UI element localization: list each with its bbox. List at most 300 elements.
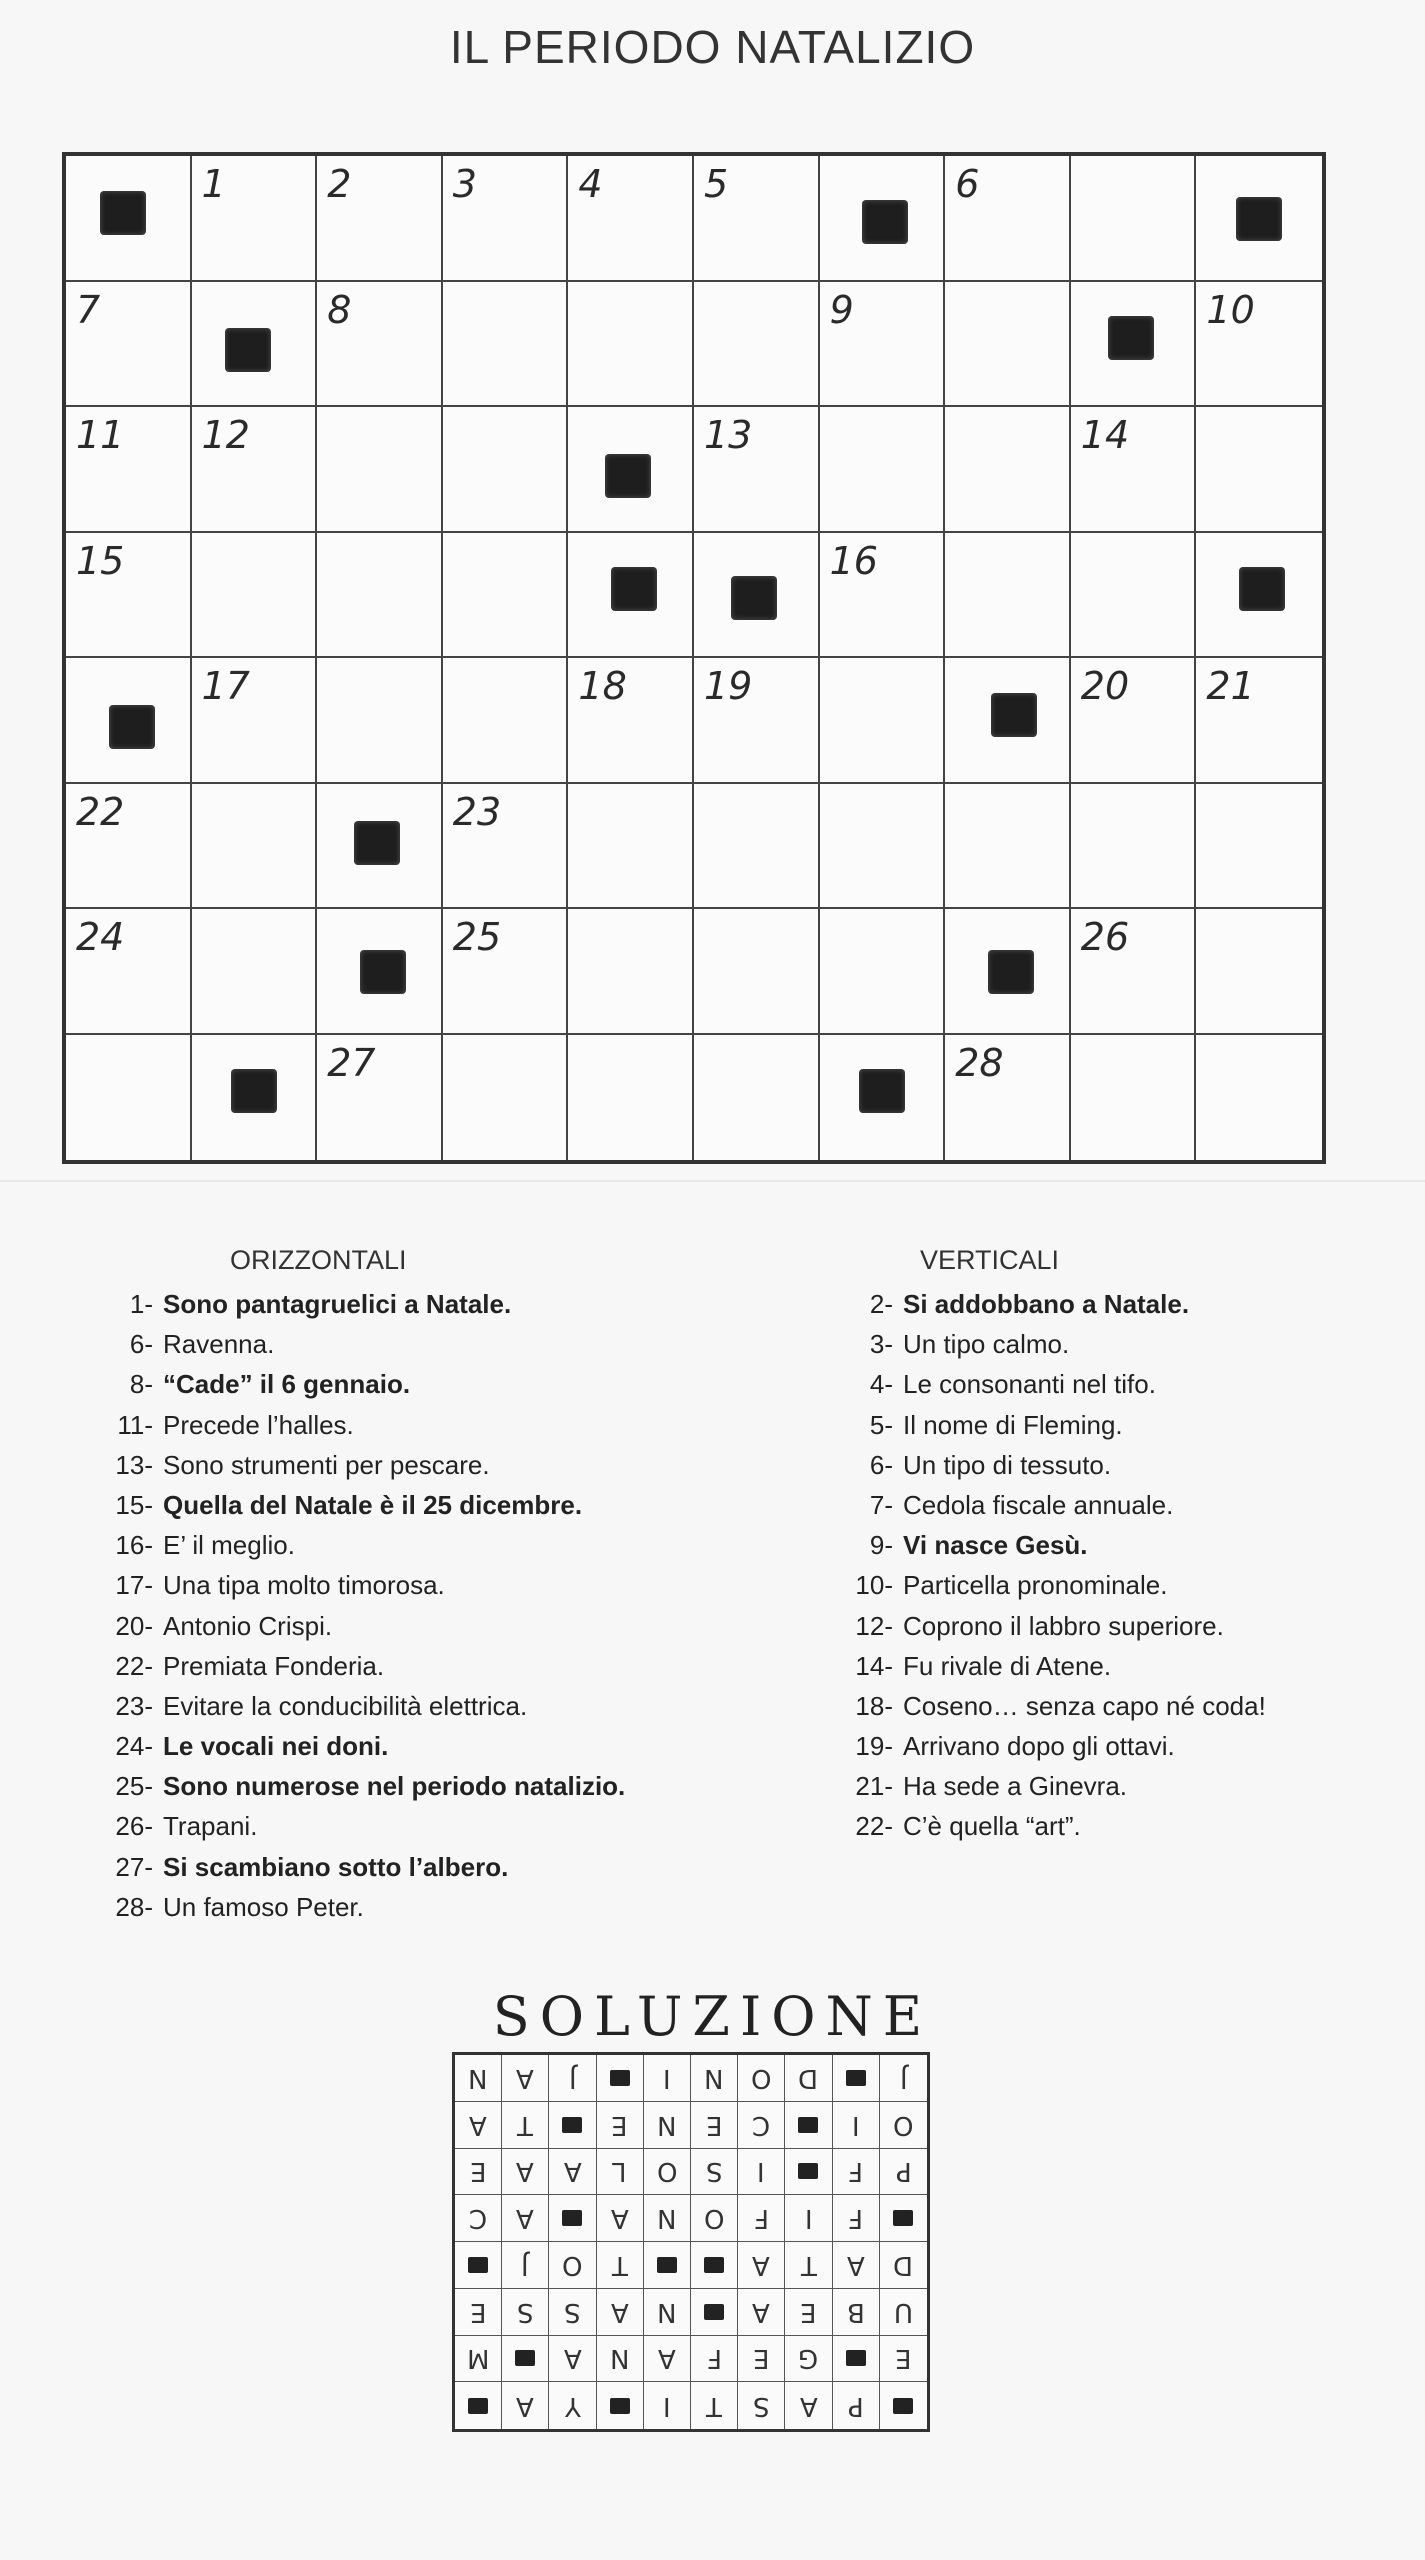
grid-cell [820, 909, 946, 1035]
section-divider [0, 1180, 1425, 1182]
solution-letter: J [521, 2249, 530, 2280]
solution-letter: S [705, 2156, 723, 2187]
black-square [360, 950, 406, 994]
cell-number: 2 [327, 162, 352, 206]
solution-cell [833, 2382, 880, 2429]
black-square [100, 191, 146, 235]
clue-text: Un tipo di tessuto. [903, 1449, 1112, 1480]
solution-cell [455, 2382, 502, 2429]
clue-number: 20- [115, 1610, 153, 1641]
grid-cell [1071, 658, 1197, 784]
solution-cell [549, 2055, 596, 2102]
clue-text: Un tipo calmo. [903, 1329, 1070, 1360]
clue-number: 22- [115, 1650, 153, 1681]
solution-black-square [893, 2210, 913, 2226]
solution-letter: F [706, 2343, 722, 2374]
clue-item [95, 1405, 795, 1445]
clue-text: Quella del Natale è il 25 dicembre. [163, 1489, 583, 1520]
solution-cell [549, 2102, 596, 2149]
solution-black-square [610, 2070, 630, 2086]
solution-cell [597, 2149, 644, 2196]
solution-cell [880, 2055, 927, 2102]
grid-cell [192, 156, 318, 282]
clue-item [95, 1364, 795, 1404]
solution-cell [833, 2195, 880, 2242]
cell-number: 10 [1206, 287, 1255, 332]
cell-number: 11 [76, 413, 125, 457]
clue-text: Sono numerose nel periodo natalizio. [163, 1771, 626, 1802]
grid-cell [1071, 407, 1197, 533]
clue-number: 17- [115, 1570, 153, 1601]
clue-item [835, 1686, 1395, 1726]
grid-cell [443, 156, 569, 282]
clue-number: 7- [869, 1489, 893, 1520]
grid-cell [568, 909, 694, 1035]
solution-cell [502, 2382, 549, 2429]
clue-number: 8- [129, 1369, 153, 1400]
grid-cell [945, 1035, 1071, 1161]
clue-item [835, 1606, 1395, 1646]
grid-cell [694, 658, 820, 784]
grid-cell [1071, 282, 1197, 408]
grid-cell [443, 784, 569, 910]
solution-letter: A [516, 2390, 535, 2421]
solution-cell [644, 2102, 691, 2149]
solution-letter: A [846, 2249, 865, 2280]
black-square [991, 693, 1037, 737]
grid-cell [317, 909, 443, 1035]
clue-text: Vi nasce Gesù. [903, 1530, 1088, 1561]
cell-number: 13 [704, 413, 753, 457]
clues-across-list [95, 1284, 795, 1927]
solution-letter: N [609, 2343, 630, 2374]
solution-cell [738, 2382, 785, 2429]
clue-text: E’ il meglio. [163, 1530, 295, 1561]
clue-number: 16- [115, 1530, 153, 1561]
solution-cell [785, 2242, 832, 2289]
solution-cell [502, 2289, 549, 2336]
solution-cell [738, 2242, 785, 2289]
solution-cell [549, 2195, 596, 2242]
solution-black-square [562, 2117, 582, 2133]
clue-item [95, 1485, 795, 1525]
clue-item [95, 1806, 795, 1846]
solution-letter: F [848, 2156, 864, 2187]
clue-number: 5- [869, 1409, 893, 1440]
grid-cell [1071, 156, 1197, 282]
clue-text: Trapani. [163, 1811, 258, 1842]
solution-letter: A [563, 2343, 582, 2374]
cell-number: 19 [704, 664, 753, 708]
solution-letter: A [610, 2296, 629, 2327]
solution-letter: A [610, 2203, 629, 2234]
solution-letter: D [798, 2062, 819, 2093]
grid-cell [945, 658, 1071, 784]
solution-letter: A [752, 2249, 771, 2280]
clue-number: 27- [115, 1851, 153, 1882]
grid-cell [945, 407, 1071, 533]
grid-cell [820, 784, 946, 910]
grid-cell [820, 407, 946, 533]
solution-letter: A [516, 2156, 535, 2187]
clue-text: Antonio Crispi. [163, 1610, 333, 1641]
solution-letter: N [657, 2296, 677, 2327]
grid-cell [820, 658, 946, 784]
clue-item [835, 1324, 1395, 1364]
clue-text: Ravenna. [163, 1329, 275, 1360]
solution-letter: N [657, 2109, 677, 2140]
clue-item [835, 1284, 1395, 1324]
grid-cell [443, 407, 569, 533]
solution-letter: E [469, 2156, 487, 2187]
solution-letter: A [657, 2343, 676, 2374]
solution-black-square [468, 2257, 488, 2273]
solution-cell [455, 2289, 502, 2336]
cell-number: 3 [452, 162, 477, 206]
clue-text: Cedola fiscale annuale. [903, 1489, 1174, 1520]
clue-text: Evitare la conducibilità elettrica. [163, 1690, 528, 1721]
clue-number: 26- [115, 1811, 153, 1842]
clue-number: 14- [855, 1650, 893, 1681]
solution-letter: A [563, 2156, 582, 2187]
clue-number: 25- [115, 1771, 153, 1802]
solution-letter: O [656, 2156, 678, 2187]
solution-letter: I [663, 2062, 671, 2093]
grid-cell [192, 784, 318, 910]
solution-cell [880, 2195, 927, 2242]
black-square [1108, 316, 1154, 360]
clue-number: 4- [869, 1369, 893, 1400]
solution-cell [455, 2102, 502, 2149]
solution-cell [691, 2382, 738, 2429]
clue-number: 21- [855, 1771, 893, 1802]
grid-cell [820, 533, 946, 659]
grid-cell [192, 909, 318, 1035]
cell-number: 6 [955, 162, 980, 206]
black-square [109, 705, 155, 749]
solution-letter: O [751, 2062, 772, 2093]
cell-number: 9 [829, 287, 854, 332]
solution-letter: E [469, 2296, 487, 2327]
solution-cell [455, 2149, 502, 2196]
solution-letter: T [517, 2109, 534, 2140]
clue-item [835, 1364, 1395, 1404]
solution-cell [691, 2336, 738, 2383]
black-square [354, 821, 400, 865]
solution-letter: J [568, 2062, 577, 2093]
grid-cell [317, 533, 443, 659]
grid-cell [317, 407, 443, 533]
black-square [605, 454, 651, 498]
solution-letter: F [753, 2203, 769, 2234]
clue-item [95, 1726, 795, 1766]
solution-cell [880, 2289, 927, 2336]
solution-cell [455, 2336, 502, 2383]
clue-item [835, 1445, 1395, 1485]
grid-cell [568, 407, 694, 533]
clue-number: 10- [855, 1570, 893, 1601]
clue-number: 24- [115, 1731, 153, 1762]
solution-grid [452, 2052, 930, 2432]
solution-cell [597, 2102, 644, 2149]
clue-text: Sono strumenti per pescare. [163, 1449, 490, 1480]
grid-cell [192, 533, 318, 659]
clue-item [835, 1405, 1395, 1445]
solution-black-square [704, 2257, 724, 2273]
grid-cell [1196, 407, 1322, 533]
solution-letter: G [798, 2343, 819, 2374]
grid-cell [820, 156, 946, 282]
solution-letter: F [848, 2203, 864, 2234]
cell-number: 8 [327, 287, 352, 332]
solution-cell [691, 2242, 738, 2289]
grid-cell [192, 658, 318, 784]
solution-cell [549, 2242, 596, 2289]
solution-letter: I [851, 2109, 860, 2140]
solution-cell [549, 2149, 596, 2196]
solution-cell [738, 2102, 785, 2149]
solution-cell [880, 2336, 927, 2383]
black-square [225, 328, 271, 372]
grid-cell [945, 909, 1071, 1035]
grid-cell [694, 784, 820, 910]
cell-number: 12 [201, 413, 250, 457]
solution-cell [549, 2289, 596, 2336]
solution-cell [644, 2382, 691, 2429]
grid-cell [1196, 658, 1322, 784]
solution-cell [644, 2055, 691, 2102]
solution-cell [785, 2289, 832, 2336]
clue-number: 6- [869, 1449, 893, 1480]
clue-number: 15- [115, 1489, 153, 1520]
clues-down-list [835, 1284, 1395, 1847]
solution-cell [644, 2149, 691, 2196]
grid-cell [66, 909, 192, 1035]
solution-black-square [798, 2163, 818, 2179]
grid-cell [694, 407, 820, 533]
grid-cell [1071, 533, 1197, 659]
solution-black-square [610, 2398, 630, 2414]
page-title: IL PERIODO NATALIZIO [449, 21, 976, 73]
clue-item [95, 1284, 795, 1324]
solution-cell [738, 2289, 785, 2336]
grid-cell [568, 156, 694, 282]
solution-letter: T [706, 2390, 723, 2421]
clue-number: 22- [855, 1811, 893, 1842]
solution-cell [738, 2195, 785, 2242]
grid-cell [66, 407, 192, 533]
clue-item [835, 1525, 1395, 1565]
grid-cell [694, 1035, 820, 1161]
clue-text: Coseno… senza capo né coda! [903, 1690, 1266, 1721]
solution-cell [785, 2102, 832, 2149]
grid-cell [66, 533, 192, 659]
solution-black-square [704, 2304, 724, 2320]
black-square [988, 950, 1034, 994]
solution-black-square [798, 2117, 818, 2133]
grid-cell [568, 658, 694, 784]
solution-cell [738, 2055, 785, 2102]
solution-letter: T [611, 2249, 628, 2280]
solution-cell [833, 2336, 880, 2383]
solution-cell [785, 2382, 832, 2429]
clue-text: Sono pantagruelici a Natale. [163, 1289, 512, 1319]
solution-letter: M [466, 2343, 490, 2374]
grid-cell [568, 533, 694, 659]
grid-cell [317, 658, 443, 784]
grid-cell [66, 156, 192, 282]
solution-cell [597, 2195, 644, 2242]
cell-number: 16 [829, 538, 878, 583]
grid-cell [1196, 533, 1322, 659]
black-square [859, 1069, 905, 1113]
solution-cell [644, 2195, 691, 2242]
solution-letter: A [752, 2296, 771, 2327]
black-square [862, 200, 908, 244]
grid-cell [945, 156, 1071, 282]
cell-number: 5 [704, 162, 729, 206]
grid-cell [66, 784, 192, 910]
solution-black-square [468, 2398, 488, 2414]
solution-cell [549, 2336, 596, 2383]
grid-cell [1071, 784, 1197, 910]
grid-cell [568, 784, 694, 910]
solution-cell [738, 2336, 785, 2383]
solution-letter: E [705, 2109, 723, 2140]
grid-cell [945, 282, 1071, 408]
clue-item [95, 1606, 795, 1646]
solution-letter: N [468, 2062, 488, 2093]
solution-cell [691, 2102, 738, 2149]
solution-letter: C [469, 2203, 488, 2234]
solution-letter: D [893, 2249, 914, 2280]
solution-black-square [515, 2350, 535, 2366]
solution-letter: E [611, 2109, 628, 2140]
clues-across [95, 1245, 795, 1927]
grid-cell [443, 533, 569, 659]
solution-cell [880, 2382, 927, 2429]
clues-down [835, 1245, 1395, 1847]
solution-black-square [657, 2257, 677, 2273]
clue-text: Ha sede a Ginevra. [903, 1771, 1128, 1802]
clue-number: 18- [855, 1690, 893, 1721]
grid-cell [66, 282, 192, 408]
solution-letter: L [612, 2156, 627, 2187]
solution-black-square [846, 2350, 866, 2366]
solution-letter: T [800, 2249, 817, 2280]
clue-text: Fu rivale di Atene. [903, 1650, 1112, 1681]
solution-cell [880, 2149, 927, 2196]
clue-text: Le consonanti nel tifo. [903, 1369, 1156, 1400]
solution-black-square [562, 2210, 582, 2226]
clue-number: 23- [115, 1690, 153, 1721]
black-square [231, 1069, 277, 1113]
cell-number: 23 [452, 789, 502, 834]
solution-cell [597, 2289, 644, 2336]
solution-letter: S [564, 2296, 581, 2327]
solution-letter: C [752, 2109, 771, 2140]
solution-cell [691, 2195, 738, 2242]
solution-letter: A [516, 2062, 535, 2093]
black-square [731, 576, 777, 620]
solution-letter: O [562, 2249, 583, 2280]
solution-letter: U [893, 2296, 913, 2327]
grid-cell [568, 1035, 694, 1161]
grid-cell [443, 658, 569, 784]
clue-text: C’è quella “art”. [903, 1811, 1081, 1842]
clue-item [95, 1525, 795, 1565]
clue-item [95, 1445, 795, 1485]
cell-number: 21 [1206, 664, 1255, 708]
solution-cell [502, 2055, 549, 2102]
clue-text: Si scambiano sotto l’albero. [163, 1851, 509, 1882]
clue-text: Si addobbano a Natale. [903, 1289, 1190, 1319]
solution-cell [785, 2149, 832, 2196]
crossword-grid [62, 152, 1326, 1164]
solution-cell [597, 2055, 644, 2102]
clue-text: Una tipa molto timorosa. [163, 1570, 445, 1601]
clue-item [835, 1485, 1395, 1525]
cell-number: 22 [76, 789, 125, 834]
grid-cell [443, 1035, 569, 1161]
solution-letter: N [657, 2203, 677, 2234]
clue-text: Il nome di Fleming. [903, 1409, 1123, 1440]
solution-letter: N [704, 2062, 724, 2093]
cell-number: 17 [201, 664, 250, 708]
solution-cell [644, 2289, 691, 2336]
solution-cell [549, 2382, 596, 2429]
grid-cell [694, 282, 820, 408]
grid-cell [317, 156, 443, 282]
clue-text: Coprono il labbro superiore. [903, 1610, 1224, 1641]
solution-cell [785, 2195, 832, 2242]
cell-number: 14 [1080, 413, 1130, 457]
solution-cell [502, 2102, 549, 2149]
black-square [1236, 197, 1282, 241]
clue-number: 1- [129, 1289, 153, 1319]
cell-number: 4 [578, 162, 603, 206]
solution-letter: S [517, 2296, 534, 2327]
clue-number: 13- [115, 1449, 153, 1480]
black-square [1239, 567, 1285, 611]
solution-cell [644, 2242, 691, 2289]
clue-text: Precede l’halles. [163, 1409, 354, 1440]
solution-cell [833, 2242, 880, 2289]
grid-cell [1196, 156, 1322, 282]
cell-number: 28 [955, 1040, 1004, 1085]
grid-cell [443, 909, 569, 1035]
solution-cell [502, 2149, 549, 2196]
solution-letter: A [799, 2390, 818, 2421]
solution-cell [455, 2242, 502, 2289]
clue-item [835, 1726, 1395, 1766]
grid-cell [694, 156, 820, 282]
solution-black-square [893, 2398, 913, 2414]
solution-letter: S [753, 2390, 770, 2421]
clue-text: Premiata Fonderia. [163, 1650, 385, 1681]
grid-cell [1196, 909, 1322, 1035]
clues-across-heading: ORIZZONTALI [230, 1245, 407, 1275]
solution-cell [455, 2055, 502, 2102]
grid-cell [317, 1035, 443, 1161]
solution-cell [785, 2336, 832, 2383]
clue-text: Arrivano dopo gli ottavi. [903, 1731, 1175, 1762]
clue-number: 3- [869, 1329, 893, 1360]
clue-text: Le vocali nei doni. [163, 1731, 389, 1762]
grid-cell [694, 533, 820, 659]
grid-cell [443, 282, 569, 408]
grid-cell [1196, 784, 1322, 910]
